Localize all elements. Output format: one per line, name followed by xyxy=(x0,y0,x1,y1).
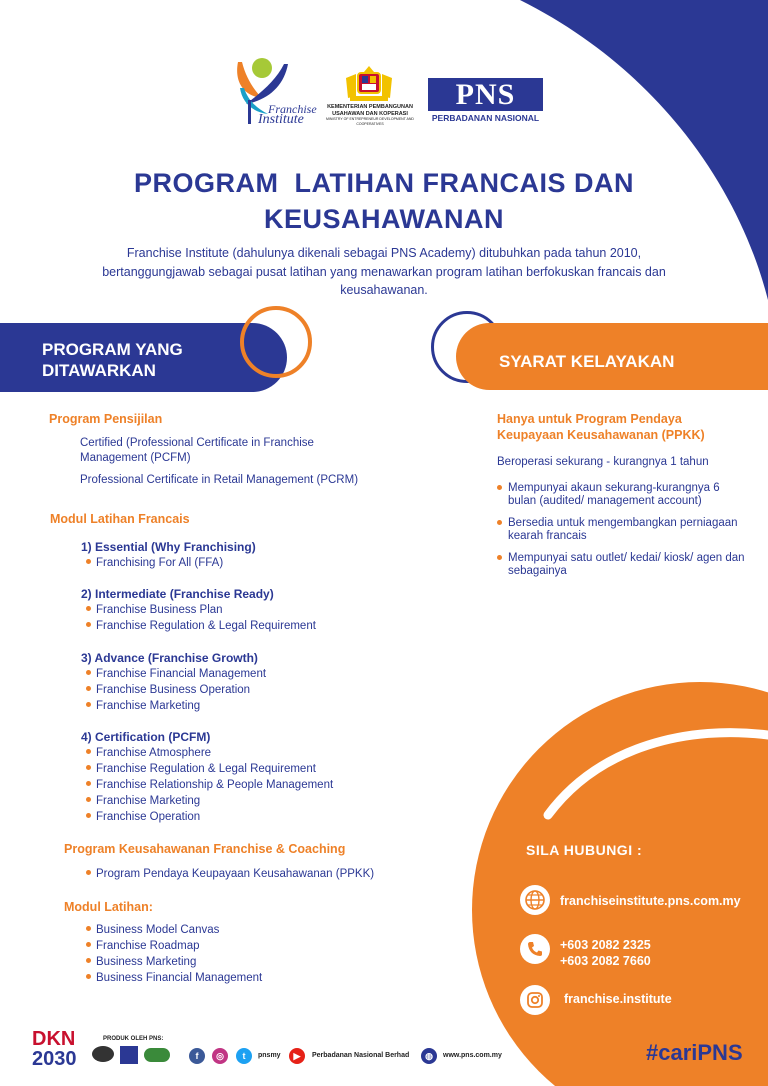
module-title: 1) Essential (Why Franchising) xyxy=(81,540,256,554)
list-item: Franchise Regulation & Legal Requirement xyxy=(86,618,316,634)
list-item: Franchise Financial Management xyxy=(86,666,266,682)
list-item: Franchise Roadmap xyxy=(86,938,262,954)
footer-website-link[interactable]: www.pns.com.my xyxy=(443,1052,502,1059)
list-item: Franchise Marketing xyxy=(86,793,333,809)
bottom-right-orange-circle xyxy=(472,682,768,1086)
eligibility-heading: Hanya untuk Program Pendaya Keupayaan Keusahawanan (PPKK) xyxy=(497,412,705,442)
module-title: 4) Certification (PCFM) xyxy=(81,730,211,744)
list-item: Franchise Regulation & Legal Requirement xyxy=(86,761,333,777)
contact-phone-2[interactable]: +603 2082 7660 xyxy=(560,954,651,968)
instagram-icon xyxy=(520,985,550,1015)
phone-icon xyxy=(520,934,550,964)
product-logo-3 xyxy=(144,1048,170,1062)
product-logo-2 xyxy=(120,1046,138,1064)
page-title xyxy=(60,165,708,237)
pns-logo-subtitle: PERBADANAN NASIONAL xyxy=(431,113,540,123)
contact-phone-1[interactable]: +603 2082 2325 xyxy=(560,938,651,952)
modul-latihan-list xyxy=(86,922,262,986)
instagram-footer-icon[interactable]: ◎ xyxy=(212,1048,228,1064)
list-item: Franchise Business Operation xyxy=(86,682,266,698)
page-title-line2: KEUSAHAWANAN xyxy=(263,204,504,234)
youtube-channel[interactable]: Perbadanan Nasional Berhad xyxy=(312,1052,410,1059)
web-globe-icon: ◍ xyxy=(421,1048,437,1064)
eligibility-bullet: Mempunyai satu outlet/ kedai/ kiosk/ agen dan sebagainya xyxy=(497,552,747,577)
fi-logo-text-institute: Institute xyxy=(258,112,304,127)
kementerian-line2: USAHAWAN DAN KOPERASI xyxy=(332,110,408,117)
coaching-heading: Program Keusahawanan Franchise & Coaching xyxy=(64,842,346,856)
programs-banner-line2: DITAWARKAN xyxy=(42,361,156,380)
contact-website-link[interactable]: franchiseinstitute.pns.com.my xyxy=(560,894,741,908)
list-item: Business Marketing xyxy=(86,954,262,970)
kementerian-line3: MINISTRY OF ENTREPRENEUR DEVELOPMENT AND COOPERATIVES xyxy=(326,117,414,126)
eligibility-intro: Beroperasi sekurang - kurangnya 1 tahun xyxy=(497,456,709,468)
pensijilan-item: Professional Certificate in Retail Management (PCRM) xyxy=(80,474,359,486)
eligibility-bullet: Mempunyai akaun sekurang-kurangnya 6 bulan (audited/ management account) xyxy=(497,482,747,507)
dkn-logo-line1: DKN xyxy=(32,1028,76,1050)
dkn-logo-line2: 2030 xyxy=(32,1048,77,1070)
globe-icon xyxy=(520,885,550,915)
modul-francais-heading: Modul Latihan Francais xyxy=(50,512,190,526)
fi-logo-text-franchise: Franchise xyxy=(268,102,317,116)
list-item: Franchise Business Plan xyxy=(86,602,316,618)
programs-banner-title xyxy=(42,339,183,381)
produk-label: PRODUK OLEH PNS: xyxy=(103,1036,164,1042)
twitter-icon[interactable]: t xyxy=(236,1048,252,1064)
kementerian-line1: KEMENTERIAN PEMBANGUNAN xyxy=(327,104,413,110)
pns-logo: PNS xyxy=(428,78,543,111)
orange-ring-decoration xyxy=(240,306,312,378)
list-item: Business Financial Management xyxy=(86,970,262,986)
list-item: Franchise Atmosphere xyxy=(86,745,333,761)
list-item: Franchise Operation xyxy=(86,809,333,825)
contact-instagram-link[interactable]: franchise.institute xyxy=(564,992,672,1006)
eligibility-banner-title: SYARAT KELAYAKAN xyxy=(499,352,675,371)
contact-phones xyxy=(560,937,651,969)
eligibility-bullet: Bersedia untuk mengembangkan perniagaan kearah francais xyxy=(497,517,747,542)
pensijilan-heading: Program Pensijilan xyxy=(49,412,163,426)
programs-banner-line1: PROGRAM YANG xyxy=(42,340,183,359)
kementerian-logo-text xyxy=(322,104,418,127)
module-list xyxy=(86,745,333,825)
list-item: Franchise Marketing xyxy=(86,698,266,714)
pensijilan-item: Certified (Professional Certificate in Franchise Management (PCFM) xyxy=(80,437,314,464)
list-item: Franchising For All (FFA) xyxy=(86,555,223,571)
intro-paragraph: Franchise Institute (dahulunya dikenali sebagai PNS Academy) ditubuhkan pada tahun 2010, bertanggungjawab sebagai pusat latihan yang menawarkan program latihan berfokuskan francais dan keusahawanan. xyxy=(102,246,666,297)
hashtag: #cariPNS xyxy=(646,1040,743,1065)
list-item: Franchise Relationship & People Management xyxy=(86,777,333,793)
youtube-icon[interactable]: ▶ xyxy=(289,1048,305,1064)
malaysia-crest-logo xyxy=(340,64,398,104)
contact-heading: SILA HUBUNGI : xyxy=(526,842,643,858)
module-list xyxy=(86,602,316,634)
product-logo-1 xyxy=(92,1046,114,1062)
page-title-line1: PROGRAM LATIHAN FRANCAIS DAN xyxy=(134,168,634,198)
list-item: Business Model Canvas xyxy=(86,922,262,938)
facebook-icon[interactable]: f xyxy=(189,1048,205,1064)
modul-latihan-heading: Modul Latihan: xyxy=(64,900,153,914)
module-list xyxy=(86,666,266,714)
module-title: 2) Intermediate (Franchise Ready) xyxy=(81,587,274,601)
social-handle[interactable]: pnsmy xyxy=(258,1052,281,1059)
coaching-list xyxy=(86,866,374,882)
module-title: 3) Advance (Franchise Growth) xyxy=(81,651,258,665)
list-item: Program Pendaya Keupayaan Keusahawanan (PPKK) xyxy=(86,866,374,882)
module-list xyxy=(86,555,223,571)
